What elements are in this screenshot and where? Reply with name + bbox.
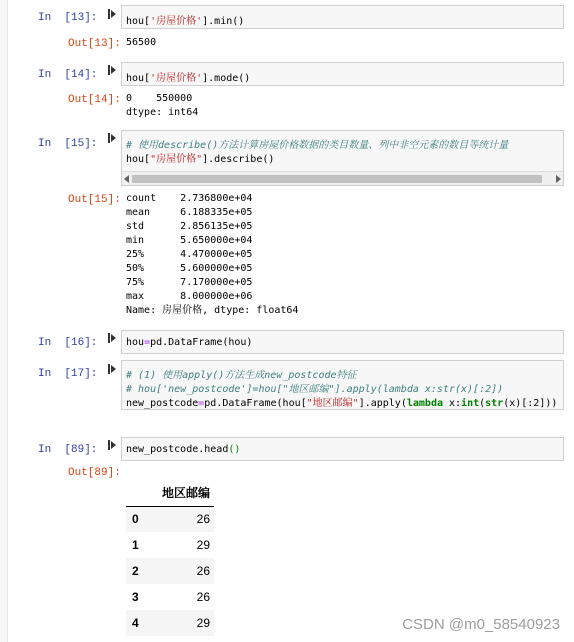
run-cell-icon[interactable] (108, 133, 117, 143)
out-prompt-89: Out[89]: (68, 467, 121, 479)
run-cell-icon[interactable] (108, 333, 117, 343)
index-header (126, 480, 162, 506)
code-cell-15[interactable] (121, 130, 564, 186)
horizontal-scrollbar[interactable] (122, 171, 563, 185)
in-prompt-17: In [17]: (38, 368, 98, 380)
row-index: 3 (132, 590, 139, 604)
in-prompt-89: In [89]: (38, 444, 98, 456)
in-prompt-16: In [16]: (38, 337, 98, 349)
cell-value: 26 (196, 590, 210, 604)
code-cell-14[interactable] (121, 62, 564, 86)
scroll-right-icon[interactable] (556, 175, 561, 183)
code-cell-17[interactable] (121, 360, 564, 410)
out-prompt-13: Out[13]: (68, 38, 121, 50)
run-cell-icon[interactable] (108, 364, 117, 374)
cell-value: 29 (196, 616, 210, 630)
row-index: 0 (132, 512, 139, 527)
code-line: new_postcode=pd.DataFrame(hou["地区邮编"].apply(lambda x:int(str(x)[:2])) (126, 398, 558, 409)
run-cell-icon[interactable] (108, 9, 117, 19)
row-index: 2 (132, 564, 139, 578)
output-13: 56500 (126, 37, 157, 48)
scroll-left-icon[interactable] (124, 175, 129, 183)
out-prompt-14: Out[14]: (68, 94, 121, 106)
run-cell-icon[interactable] (108, 65, 117, 75)
code-cell-13[interactable] (121, 5, 564, 29)
table-row (126, 558, 214, 584)
in-prompt-15: In [15]: (38, 138, 98, 150)
watermark: CSDN @m0_58540923 (402, 616, 560, 633)
column-header: 地区邮编 (162, 480, 214, 506)
run-cell-icon[interactable] (108, 440, 117, 450)
cell-value: 29 (196, 538, 210, 552)
row-index: 4 (132, 616, 139, 630)
scrollbar-thumb[interactable] (132, 175, 542, 183)
table-row (126, 506, 214, 532)
code-comment: # hou['new_postcode']=hou["地区邮编"].apply(lambda x:str(x)[:2]) (126, 384, 504, 395)
code-line: hou=pd.DataFrame(hou) (126, 337, 253, 348)
notebook-gutter (0, 0, 8, 642)
table-row (126, 610, 214, 636)
out-prompt-15: Out[15]: (68, 194, 121, 206)
code-comment: # (1) 使用apply()方法生成new_postcode特征 (126, 370, 357, 381)
output-15: count 2.736800e+04 mean 6.188335e+05 std 2.856135e+05 min 5.650000e+04 25% 4.470000e+05 50% 5.600000e+05 75% 7.170000e+05 max 8.000000e+06 Name: 房屋价格, dtype: float64 (126, 193, 299, 316)
code-line: hou["房屋价格"].describe() (126, 154, 275, 165)
code-cell-89[interactable] (121, 437, 564, 461)
table-row (126, 584, 214, 610)
row-index: 1 (132, 538, 139, 552)
code-line: hou['房屋价格'].mode() (126, 73, 251, 84)
code-line: hou['房屋价格'].min() (126, 16, 245, 27)
dataframe-output (126, 480, 214, 636)
cell-value: 26 (196, 564, 210, 578)
code-comment: # 使用describe()方法计算房屋价格数据的类目数量、列中非空元素的数目等统计量 (126, 140, 509, 151)
code-line: new_postcode.head() (126, 444, 241, 455)
output-14: 0 550000 dtype: int64 (126, 93, 199, 118)
code-cell-16[interactable] (121, 330, 564, 354)
in-prompt-13: In [13]: (38, 12, 98, 24)
cell-value: 26 (196, 512, 210, 527)
in-prompt-14: In [14]: (38, 69, 98, 81)
table-row (126, 532, 214, 558)
